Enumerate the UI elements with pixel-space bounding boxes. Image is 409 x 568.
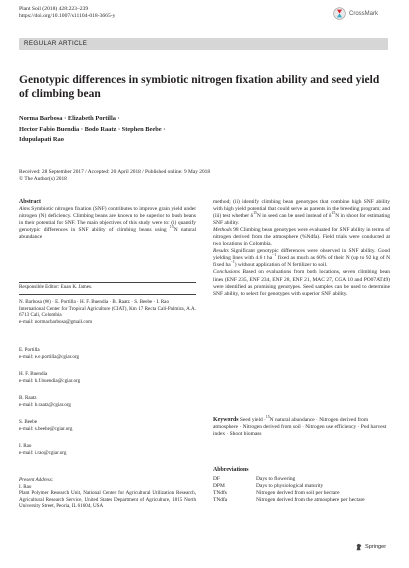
publication-dates	[19, 169, 399, 183]
contact-email[interactable]: e-mail: e.e.portilla@cgiar.org	[19, 353, 80, 360]
footnote-separator	[19, 282, 196, 283]
abbreviation-key: DPM	[213, 483, 225, 490]
article-title: Genotypic differences in symbiotic nitrogen fixation ability and seed yield of climbing bean	[19, 74, 380, 100]
isotope-superscript: 15	[265, 415, 270, 420]
abbreviation-key: TNdfs	[213, 490, 227, 497]
methods-label: Methods	[213, 227, 232, 234]
publisher-name: Springer	[365, 544, 387, 550]
abstract-right-column	[213, 199, 390, 298]
present-address	[19, 477, 196, 510]
abstract-heading: Abstract	[19, 199, 41, 205]
abbreviation-key: TNdfa	[213, 497, 228, 504]
abbreviation-row	[213, 476, 390, 483]
abbreviation-row	[213, 497, 390, 504]
contact-name: B. Raatz	[19, 395, 37, 401]
abbreviations-heading: Abbreviations	[213, 467, 249, 473]
present-address-text: Plant Polymer Research Unit, National Center for Agricultural Utilization Research, Agricultural Research Service, United States Department of Agriculture, 1815 North University Street, Peoria, IL 61604, USA	[19, 490, 196, 510]
contact-buendia	[19, 371, 196, 384]
abbreviation-value: Nitrogen derived from the atmosphere per hectare	[256, 497, 365, 504]
affiliation-block	[19, 299, 196, 325]
contact-email[interactable]: e-mail: s.beebe@cgiar.org	[19, 425, 73, 432]
isotope-superscript: 15	[169, 225, 174, 230]
abbreviation-value: Nitrogen derived from soil per hectare	[256, 490, 340, 497]
contact-name: H. F. Buendia	[19, 371, 48, 377]
keywords-text: N natural abundance · Nitrogen derived from atmosphere · Nitrogen derived from soil · Nitrogen use efficiency · Pod harvest index · Shoot biomass	[213, 417, 387, 438]
affiliation-authors: N. Barbosa (✉) · E. Portilla · H. F. Buendia · B. Raatz · S. Beebe · I. Rao	[19, 299, 169, 305]
conclusions-text: Based on evaluations from both locations, seven climbing bean lines (ENF 235, ENF 234, ENF 28, ENF 21, MAC 27, CGA 10 and PO07AT49) were identified as promising genotypes. Seed samples can be used to determine SNF ability, to select for genotypes with superior SNF ability.	[213, 269, 390, 297]
abbreviation-value: Days to flowering	[256, 476, 296, 482]
abstract-cont: N in shoot for estimating SNF ability.	[213, 213, 390, 227]
corresponding-email[interactable]: e-mail: normacbarbosa@gmail.com	[19, 318, 93, 325]
keywords-block	[213, 417, 390, 438]
methods-text: 98 Climbing bean genotypes were evaluated for SNF ability in terms of nitrogen derived from the atmosphere (%Ndfa). Field trials were conducted at two locations in Colombia.	[213, 227, 390, 248]
responsible-editor: Responsible Editor: Euan K. James.	[19, 284, 93, 290]
abstract-cont: N in seed can be used instead of δ	[256, 213, 332, 220]
results-text: ) without application of N fertilizer to soil.	[234, 262, 328, 269]
contact-name: S. Beebe	[19, 419, 38, 425]
author-line[interactable]: Idupulapati Rao	[19, 136, 64, 143]
results-text: fixed as much as 60% of their N (up to 92 kg of N fixed ha	[213, 255, 390, 269]
aims-label: Aims	[19, 206, 30, 213]
crossmark-label: CrossMark	[349, 10, 379, 17]
contact-email[interactable]: e-mail: b.raatz@cgiar.org	[19, 401, 71, 408]
unit-superscript: −1	[230, 260, 235, 265]
springer-horse-icon	[355, 543, 363, 551]
isotope-superscript: 15	[253, 211, 257, 216]
present-address-name: I. Rao	[19, 483, 32, 490]
abbreviations-table	[213, 476, 390, 504]
contact-name: I. Rao	[19, 443, 32, 449]
crossmark-badge[interactable]	[333, 7, 378, 20]
author-list	[19, 114, 259, 146]
contact-email[interactable]: e-mail: i.rao@cgiar.org	[19, 449, 67, 456]
aims-text: Symbiotic nitrogen fixation (SNF) contributes to improve grain yield under nitrogen (N) deficiency. Climbing beans are known to be superior to bush beans in their potential for SNF. The main objectives of this study were to: (i) quantify genotypic differences in SNF ability of climbing beans using	[19, 206, 197, 234]
abbreviation-key: DF	[213, 476, 220, 482]
abstract-left-column	[19, 199, 196, 241]
contact-name: E. Portilla	[19, 347, 40, 353]
conclusions-label: Conclusions	[213, 269, 240, 276]
contact-rao	[19, 443, 196, 456]
contact-beebe	[19, 419, 196, 432]
received-dates: Received: 28 September 2017 / Accepted: 20 April 2018 / Published online: 9 May 2018	[19, 169, 211, 175]
results-text: Significant genotypic differences were observed in SNF ability. Good yielding lines with 4.6 t ha	[213, 248, 391, 262]
author-line[interactable]: Norma Barbosa · Elizabeth Portilla ·	[19, 115, 120, 122]
article-type-bar	[19, 38, 388, 50]
crossmark-icon	[333, 7, 346, 20]
journal-citation: Plant Soil (2018) 428:223–239	[19, 6, 89, 12]
keywords-label: Keywords	[213, 417, 239, 423]
doi-link[interactable]: https://doi.org/10.1007/s11104-018-3665-y	[19, 13, 116, 19]
keywords-text: Seed yield ·	[239, 417, 266, 423]
isotope-superscript: 15	[331, 211, 336, 216]
present-address-label: Present Address:	[19, 477, 54, 483]
contact-email[interactable]: e-mail: h.f.buendia@cgiar.org	[19, 377, 81, 384]
article-type-label: REGULAR ARTICLE	[24, 40, 88, 47]
copyright-line: © The Author(s) 2018	[19, 176, 67, 183]
affiliation-center: International Center for Tropical Agriculture (CIAT), Km 17 Recta Cali-Palmira, A.A. 6713 Cali, Colombia	[19, 305, 196, 319]
footnote-separator	[19, 294, 196, 295]
abbreviation-value: Days to physiological maturity	[256, 483, 324, 490]
abstract-cont: method; (ii) identify climbing bean genotypes that combine high SNF ability with high yield potential that could serve as parents in the breeding program; and (iii) test whether δ	[213, 199, 390, 220]
journal-header	[19, 6, 115, 20]
unit-superscript: −1	[272, 253, 277, 258]
editor-note	[19, 284, 196, 291]
contact-raatz	[19, 395, 196, 408]
publisher-logo	[355, 543, 386, 551]
author-line[interactable]: Hector Fabio Buendia · Bodo Raatz · Stephen Beebe ·	[19, 125, 166, 133]
aims-text-end: N natural abundance	[19, 227, 196, 241]
results-label: Results	[213, 248, 229, 255]
contact-portilla	[19, 347, 196, 360]
